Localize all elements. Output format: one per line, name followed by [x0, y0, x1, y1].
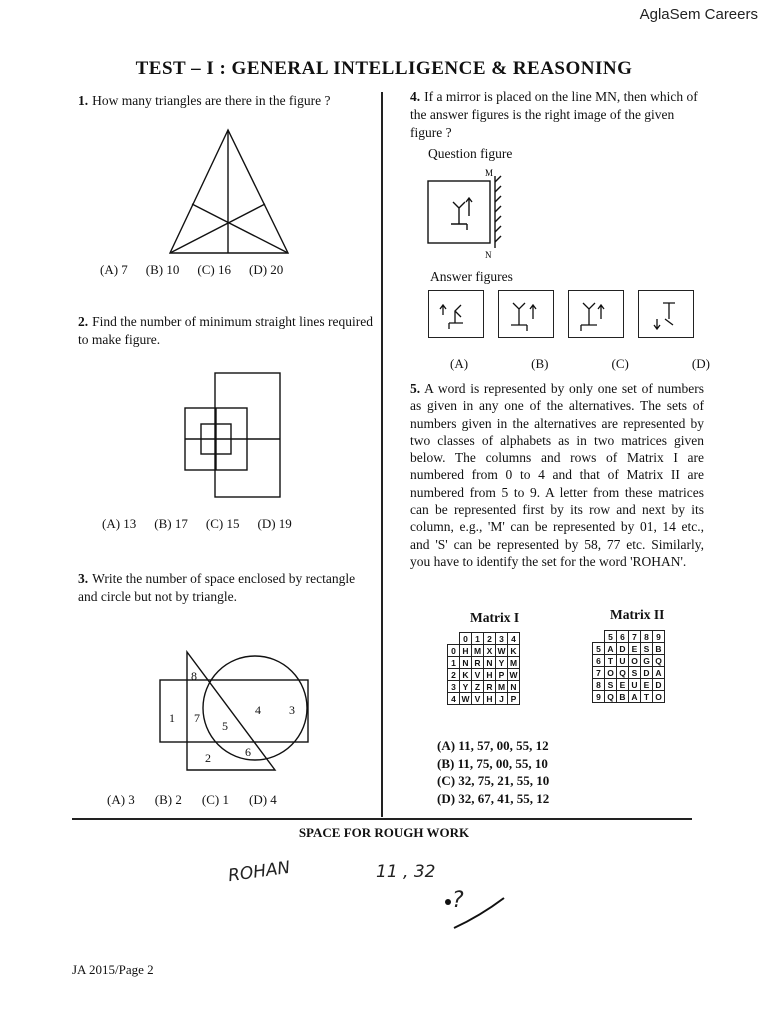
region-label: 6 — [245, 745, 251, 759]
matrix-row: 2 K V H P W — [448, 669, 520, 681]
option-c[interactable]: (C) 16 — [197, 262, 231, 277]
answer-label-b: (B) — [531, 356, 549, 371]
handwritten-stroke — [440, 890, 510, 935]
answer-figure-a[interactable] — [428, 290, 484, 338]
matrix-header-cell: 1 — [472, 633, 484, 645]
mirror-m: M — [485, 168, 494, 178]
q2-options — [102, 516, 372, 532]
option-d[interactable]: (D) 32, 67, 41, 55, 12 — [437, 790, 550, 806]
answer-label-a: (A) — [450, 356, 469, 371]
region-label: 7 — [194, 711, 200, 725]
handwritten-word: ROHAN — [226, 857, 292, 887]
option-d[interactable]: (D) 4 — [248, 792, 277, 807]
venn-figure — [155, 640, 315, 780]
matrix-header-cell: 0 — [460, 633, 472, 645]
matrix-header-cell: 9 — [653, 631, 665, 643]
option-a[interactable]: (A) 7 — [100, 262, 128, 277]
matrix-2 — [592, 630, 665, 703]
matrix-header-cell: 2 — [484, 633, 496, 645]
region-label: 4 — [255, 703, 261, 717]
question-figure — [425, 166, 515, 261]
rough-work-heading: SPACE FOR ROUGH WORK — [298, 825, 470, 840]
question-number: 2. — [78, 314, 89, 329]
matrix-row: 4 W V H J P — [448, 693, 520, 705]
option-c[interactable]: (C) 32, 75, 21, 55, 10 — [437, 773, 550, 788]
matrix-1 — [447, 632, 520, 705]
question-number: 3. — [78, 571, 89, 586]
option-c[interactable]: (C) 15 — [205, 516, 240, 531]
question-3 — [78, 570, 376, 606]
answer-figure-labels — [450, 356, 710, 372]
question-text: A word is represented by only one set of numbers as given in any one of the alternatives. The sets of numbers given in the alternatives are represented by two classes of alphabets as in two matrices given below. The columns and rows of Matrix I are numbered from 0 to 4 and that of Matrix II are numbered from 5 to 9. A letter from these matrices can be represented first by its row and next by its column, e.g., 'M' can be represented by 01, 14 etc., and 'S' can be represented by 58, 77 etc. Similarly, you have to identify the set for the word 'ROHAN'. — [410, 381, 704, 569]
page-footer: JA 2015/Page 2 — [72, 962, 154, 977]
answer-figures — [428, 290, 694, 338]
matrix1-label: Matrix I — [470, 610, 520, 625]
matrix-header-cell: 5 — [605, 631, 617, 643]
rough-work-divider — [72, 818, 692, 820]
question-number: 5. — [410, 381, 421, 396]
matrix2-label: Matrix II — [610, 607, 665, 622]
matrix-row: 1 N R N Y M — [448, 657, 520, 669]
q1-options — [100, 262, 370, 278]
region-label: 8 — [191, 669, 197, 683]
option-b[interactable]: (B) 2 — [154, 792, 182, 807]
triangle-figure — [160, 118, 310, 258]
question-text: How many triangles are there in the figure ? — [92, 93, 331, 108]
answer-figure-d[interactable] — [638, 290, 694, 338]
matrix-header-cell: 3 — [496, 633, 508, 645]
question-text: If a mirror is placed on the line MN, then which of the answer figures is the right image of the given figure ? — [410, 89, 698, 140]
matrix-row: 6 T U O G Q — [593, 655, 665, 667]
option-a[interactable]: (A) 3 — [107, 792, 135, 807]
brand-label: AglaSem Careers — [639, 6, 758, 23]
answer-figures-label: Answer figures — [430, 269, 513, 284]
q5-options — [437, 737, 549, 807]
handwritten-mark: ? — [452, 888, 464, 913]
option-b[interactable]: (B) 11, 75, 00, 55, 10 — [437, 755, 548, 771]
squares-figure — [175, 368, 295, 503]
question-text: Find the number of minimum straight lines required to make figure. — [78, 314, 373, 347]
matrix-row: 5 A D E S B — [593, 643, 665, 655]
question-5 — [410, 380, 704, 570]
matrix-header-cell: 7 — [629, 631, 641, 643]
option-c[interactable]: (C) 1 — [201, 792, 229, 807]
answer-figure-b[interactable] — [498, 290, 554, 338]
question-1 — [78, 92, 378, 110]
matrix-header-cell: 4 — [508, 633, 520, 645]
column-divider — [381, 92, 383, 817]
option-b[interactable]: (B) 10 — [145, 262, 180, 277]
question-text: Write the number of space enclosed by rectangle and circle but not by triangle. — [78, 571, 356, 604]
handwritten-numbers: 11 , 32 — [376, 862, 436, 882]
matrix-row: 3 Y Z R M N — [448, 681, 520, 693]
answer-label-c: (C) — [611, 356, 629, 371]
question-number: 1. — [78, 93, 89, 108]
matrix-header-cell: 8 — [641, 631, 653, 643]
q3-options — [107, 792, 377, 808]
option-a[interactable]: (A) 13 — [102, 516, 137, 531]
answer-figure-c[interactable] — [568, 290, 624, 338]
page-title: TEST – I : GENERAL INTELLIGENCE & REASONING — [135, 58, 633, 79]
matrix-header-cell: 6 — [617, 631, 629, 643]
option-b[interactable]: (B) 17 — [154, 516, 188, 531]
matrix-row: 9 Q B A T O — [593, 691, 665, 703]
region-label: 3 — [289, 703, 295, 717]
question-4 — [410, 88, 702, 142]
question-number: 4. — [410, 89, 421, 104]
answer-label-d: (D) — [691, 356, 710, 371]
option-a[interactable]: (A) 11, 57, 00, 55, 12 — [437, 738, 549, 753]
matrix-row: 7 O Q S D A — [593, 667, 665, 679]
matrix-row: 0 H M X W K — [448, 645, 520, 657]
option-d[interactable]: (D) 20 — [248, 262, 284, 277]
question-2 — [78, 313, 373, 349]
region-label: 2 — [205, 751, 211, 765]
option-d[interactable]: (D) 19 — [257, 516, 292, 531]
region-label: 1 — [169, 711, 175, 725]
matrix-row: 8 S E U E D — [593, 679, 665, 691]
region-label: 5 — [222, 719, 228, 733]
mirror-n: N — [485, 250, 492, 260]
question-figure-label: Question figure — [428, 146, 513, 161]
